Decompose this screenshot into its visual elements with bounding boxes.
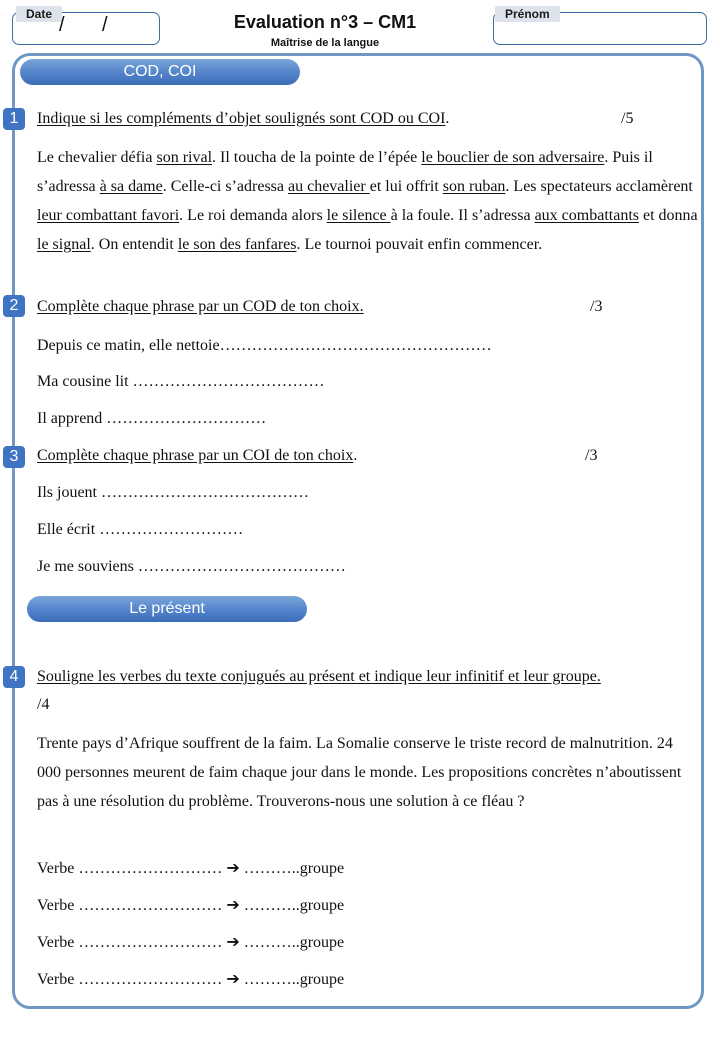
text-segment: et donna: [639, 207, 698, 224]
text-segment: à la foule. Il s’adressa: [390, 207, 535, 224]
prenom-label: Prénom: [495, 6, 560, 22]
text-segment: . Puis il s’adressa: [37, 149, 653, 195]
arrow-icon: ➔: [226, 858, 240, 877]
exercise-4-score: /4: [37, 696, 50, 713]
underlined-complement: le bouclier de son adversaire: [421, 149, 605, 166]
text-segment: . Le tournoi pouvait enfin commencer.: [296, 236, 543, 253]
underlined-complement: son rival: [156, 149, 213, 166]
section-cod-coi: COD, COI: [20, 59, 300, 85]
exercise-2-line-3[interactable]: Il apprend …………………………: [37, 410, 267, 427]
underlined-complement: à sa dame: [99, 178, 163, 195]
date-slash-1: /: [59, 14, 65, 36]
text-segment: . Il toucha de la pointe de l’épée: [212, 149, 422, 166]
exercise-3-instruction: [37, 447, 357, 465]
verbe-blank: Verbe ………………………: [37, 860, 223, 877]
underlined-complement: le signal: [37, 236, 91, 253]
exercise-3-line-1[interactable]: Ils jouent …………………………………: [37, 484, 309, 501]
arrow-icon: ➔: [226, 895, 240, 914]
verbe-row[interactable]: [37, 895, 344, 915]
page-subtitle: Maîtrise de la langue: [270, 37, 380, 49]
exercise-3-line-2[interactable]: Elle écrit ………………………: [37, 521, 244, 538]
exercise-3-line-3[interactable]: Je me souviens …………………………………: [37, 558, 346, 575]
exercise-1-number: 1: [3, 108, 25, 130]
groupe-blank: ………..groupe: [243, 860, 345, 877]
text-segment: et lui offrit: [369, 178, 443, 195]
exercise-2-number: 2: [3, 295, 25, 317]
text-segment: . Les spectateurs acclamèrent: [505, 178, 693, 195]
exercise-1-instruction: [37, 110, 449, 128]
groupe-blank: ………..groupe: [243, 971, 345, 988]
underlined-complement: aux combattants: [534, 207, 639, 224]
exercise-2-line-1[interactable]: Depuis ce matin, elle nettoie……………………………………………: [37, 337, 492, 354]
underlined-complement: son ruban: [442, 178, 506, 195]
arrow-icon: ➔: [226, 932, 240, 951]
verbe-blank: Verbe ………………………: [37, 897, 223, 914]
exercise-1-instruction-text: Indique si les compléments d’objet soulignés sont COD ou COI: [37, 110, 446, 127]
exercise-1-text: [37, 143, 702, 259]
exercise-4-text: Trente pays d’Afrique souffrent de la faim. La Somalie conserve le triste record de malnutrition. 24 000 personnes meurent de faim chaque jour dans le monde. Les propositions concrètes n’aboutissent pas à une résolution du problème. Trouverons-nous une solution à ce fléau ?: [37, 735, 682, 810]
exercise-3-instruction-text: Complète chaque phrase par un COI de ton choix: [37, 447, 354, 464]
verbe-blank: Verbe ………………………: [37, 971, 223, 988]
verbe-blank: Verbe ………………………: [37, 934, 223, 951]
arrow-icon: ➔: [226, 969, 240, 988]
exercise-3-instruction-end: .: [353, 447, 358, 464]
text-segment: . Le roi demanda alors: [179, 207, 327, 224]
section-present: Le présent: [27, 596, 307, 622]
verbe-row[interactable]: [37, 858, 344, 878]
exercise-3-number: 3: [3, 446, 25, 468]
exercise-4-instruction: Souligne les verbes du texte conjugués au présent et indique leur infinitif et leur groupe.: [37, 668, 601, 685]
verbe-row[interactable]: [37, 969, 344, 989]
text-segment: Le chevalier défia: [37, 149, 157, 166]
underlined-complement: le son des fanfares: [177, 236, 297, 253]
text-segment: . Celle-ci s’adressa: [162, 178, 288, 195]
date-slash-2: /: [102, 14, 108, 36]
groupe-blank: ………..groupe: [243, 934, 345, 951]
exercise-2-instruction: Complète chaque phrase par un COD de ton choix.: [37, 298, 364, 315]
text-segment: . On entendit: [90, 236, 178, 253]
exercise-1-score: /5: [621, 110, 634, 127]
exercise-3-score: /3: [585, 447, 598, 464]
underlined-complement: au chevalier: [288, 178, 370, 195]
date-label: Date: [16, 6, 62, 22]
groupe-blank: ………..groupe: [243, 897, 345, 914]
exercise-4-number: 4: [3, 666, 25, 688]
exercise-2-line-2[interactable]: Ma cousine lit ………………………………: [37, 373, 325, 390]
underlined-complement: leur combattant favori: [37, 207, 180, 224]
exercise-1-instruction-end: .: [445, 110, 450, 127]
exercise-2-score: /3: [590, 298, 603, 315]
underlined-complement: le silence: [326, 207, 391, 224]
page-title: Evaluation n°3 – CM1: [233, 12, 417, 32]
verbe-row[interactable]: [37, 932, 344, 952]
